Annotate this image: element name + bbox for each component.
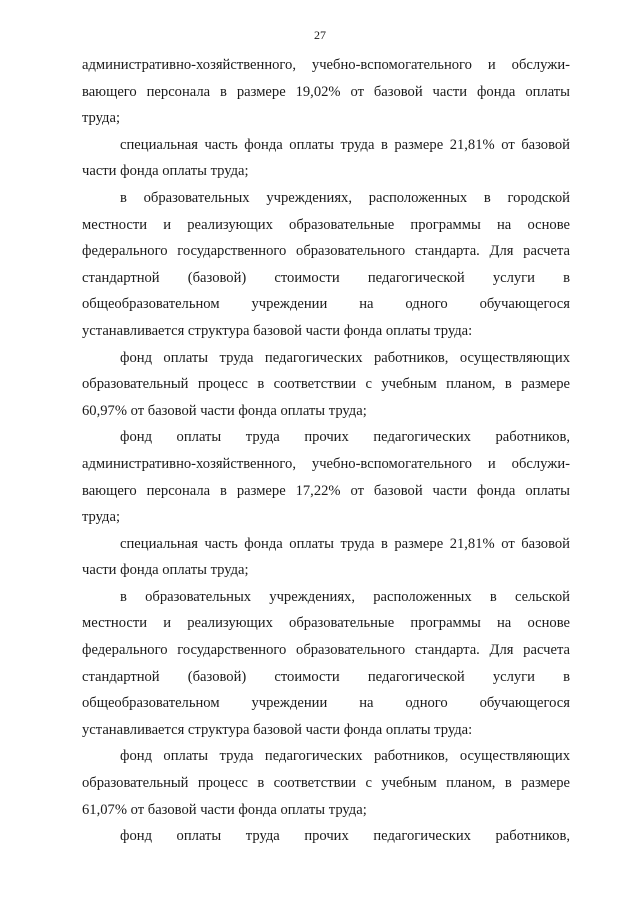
text-line: части фонда оплаты труда; [82,562,249,579]
text-line: 60,97% от базовой части фонда оплаты труда; [82,402,367,419]
text-line: стандартной (базовой) стоимости педагогической услуги в [82,269,570,286]
text-line: административно-хозяйственного, учебно-вспомогательного и обслужи- [82,57,570,73]
text-line: административно-хозяйственного, учебно-вспомогательного и обслужи- [82,455,570,472]
text-line: фонд оплаты труда педагогических работников, осуществляющих [120,349,570,366]
text-line: образовательный процесс в соответствии с учебным планом, в размере [82,376,570,393]
text-line: специальная часть фонда оплаты труда в размере 21,81% от базовой [120,535,570,552]
text-line: местности и реализующих образовательные программы на основе [82,216,570,233]
text-line: образовательный процесс в соответствии с учебным планом, в размере [82,775,570,792]
text-line: в образовательных учреждениях, расположенных в сельской [120,588,570,605]
text-line: стандартной (базовой) стоимости педагогической услуги в [82,668,570,685]
text-line: труда; [82,509,120,526]
text-line: федерального государственного образовательного стандарта. Для расчета [82,642,570,659]
text-line: фонд оплаты труда прочих педагогических работников, [120,429,570,446]
text-line: местности и реализующих образовательные программы на основе [82,615,570,632]
text-line: общеобразовательном учреждении на одного обучающегося [82,296,570,313]
document-body [82,52,570,850]
text-line: части фонда оплаты труда; [82,163,249,180]
text-line: вающего персонала в размере 17,22% от базовой части фонда оплаты [82,482,570,499]
text-line: 61,07% от базовой части фонда оплаты труда; [82,801,367,818]
text-line: труда; [82,110,120,127]
page-number: 27 [314,28,326,42]
text-line: в образовательных учреждениях, расположенных в городской [120,189,570,206]
text-line: устанавливается структура базовой части фонда оплаты труда: [82,322,473,339]
text-line: общеобразовательном учреждении на одного обучающегося [82,695,570,712]
text-line: фонд оплаты труда педагогических работников, осуществляющих [120,748,570,765]
text-line: вающего персонала в размере 19,02% от базовой части фонда оплаты [82,83,570,100]
text-line: фонд оплаты труда прочих педагогических работников, [120,828,570,845]
text-line: устанавливается структура базовой части фонда оплаты труда: [82,721,473,738]
text-line: специальная часть фонда оплаты труда в размере 21,81% от базовой [120,136,570,153]
text-line: федерального государственного образовательного стандарта. Для расчета [82,243,570,260]
